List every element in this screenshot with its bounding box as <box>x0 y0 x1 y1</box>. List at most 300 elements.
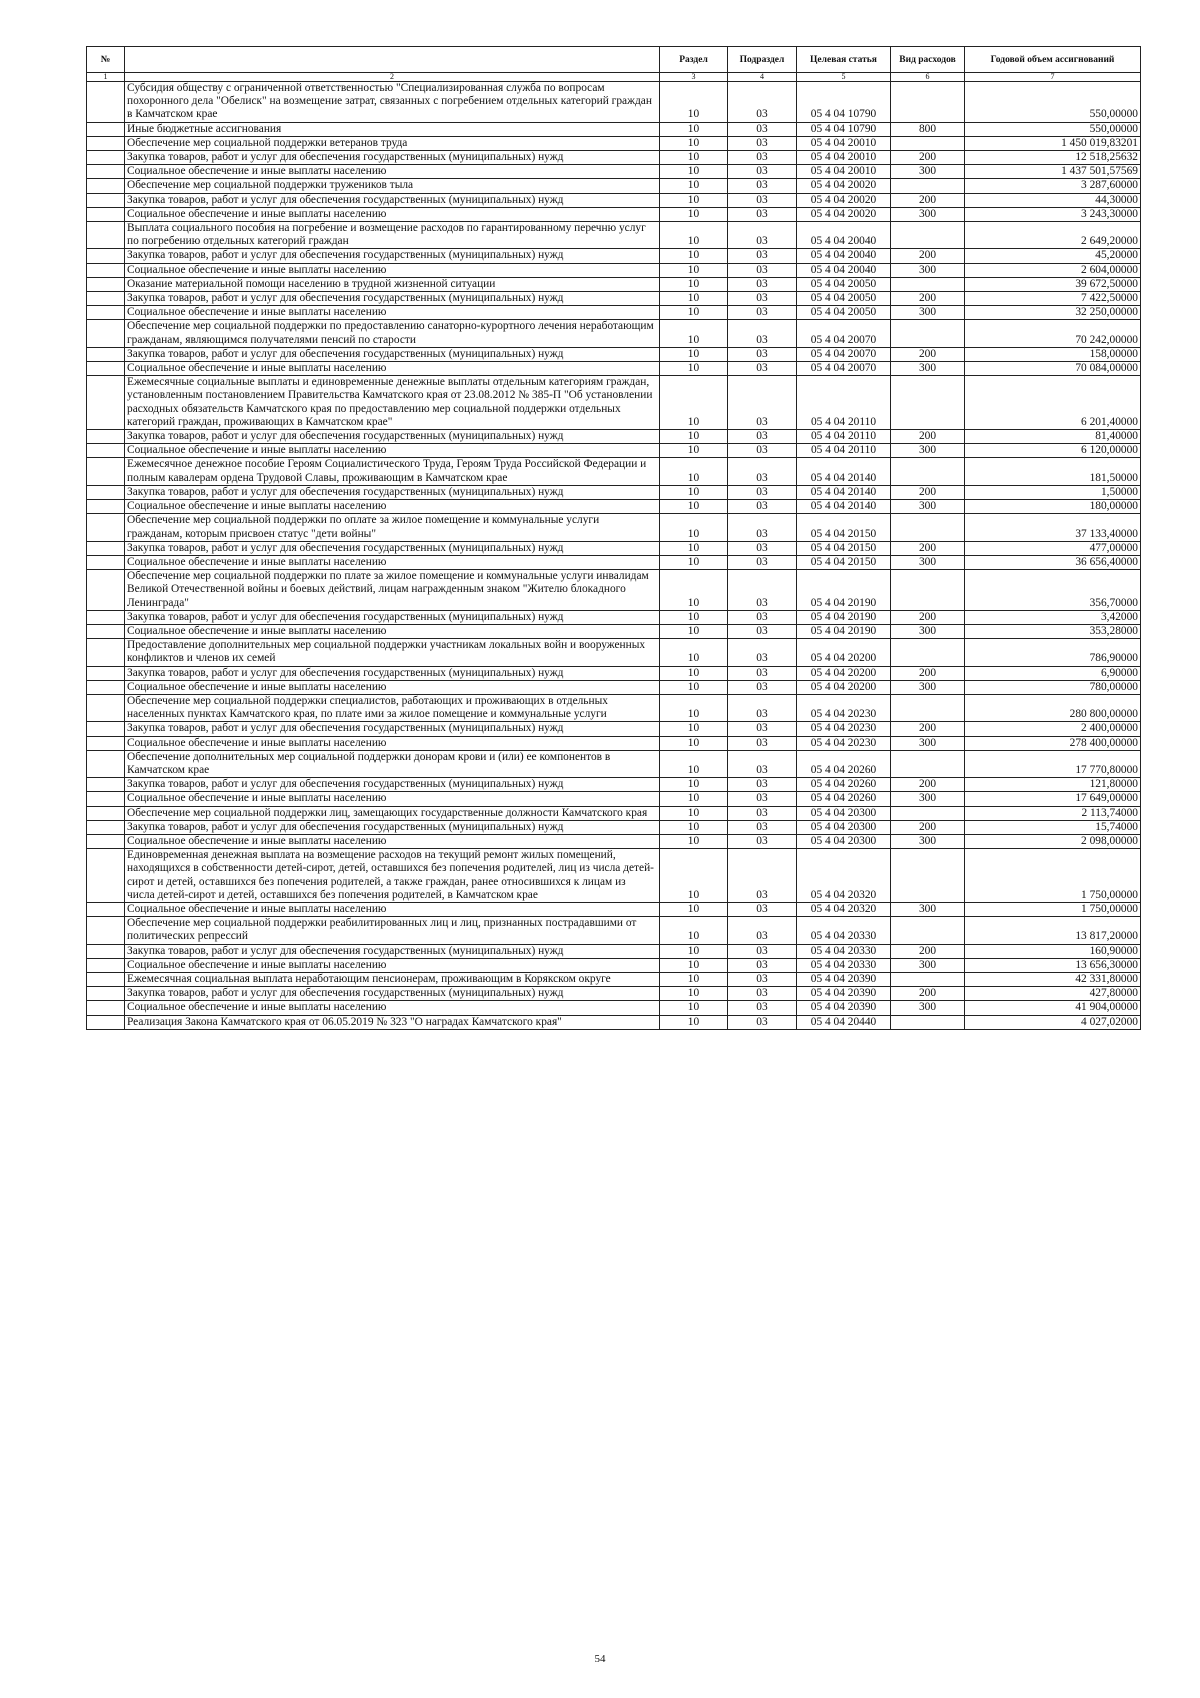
row-target: 05 4 04 10790 <box>797 122 891 136</box>
row-podrazdel: 03 <box>728 249 797 263</box>
row-razdel: 10 <box>660 376 728 430</box>
row-vid: 300 <box>891 165 965 179</box>
row-name: Социальное обеспечение и иные выплаты населению <box>125 444 660 458</box>
table-row <box>87 292 1141 306</box>
row-amount: 1 437 501,57569 <box>965 165 1141 179</box>
row-target: 05 4 04 20190 <box>797 570 891 611</box>
row-podrazdel: 03 <box>728 207 797 221</box>
row-number <box>87 750 125 777</box>
row-number <box>87 249 125 263</box>
row-vid: 300 <box>891 500 965 514</box>
row-number <box>87 136 125 150</box>
row-podrazdel: 03 <box>728 458 797 485</box>
row-vid: 300 <box>891 958 965 972</box>
row-amount: 6 120,00000 <box>965 444 1141 458</box>
row-podrazdel: 03 <box>728 624 797 638</box>
row-vid: 200 <box>891 944 965 958</box>
row-name: Закупка товаров, работ и услуг для обеспечения государственных (муниципальных) нужд <box>125 722 660 736</box>
table-row <box>87 694 1141 721</box>
row-amount: 81,40000 <box>965 430 1141 444</box>
row-podrazdel: 03 <box>728 820 797 834</box>
row-number <box>87 306 125 320</box>
row-number <box>87 82 125 123</box>
row-vid: 300 <box>891 834 965 848</box>
row-name: Реализация Закона Камчатского края от 06.05.2019 № 323 "О наградах Камчатского края" <box>125 1015 660 1029</box>
row-razdel: 10 <box>660 444 728 458</box>
row-podrazdel: 03 <box>728 193 797 207</box>
table-row <box>87 306 1141 320</box>
row-amount: 550,00000 <box>965 122 1141 136</box>
row-target: 05 4 04 20110 <box>797 444 891 458</box>
header-row <box>87 47 1141 73</box>
row-razdel: 10 <box>660 570 728 611</box>
row-target: 05 4 04 20150 <box>797 555 891 569</box>
row-razdel: 10 <box>660 263 728 277</box>
row-podrazdel: 03 <box>728 958 797 972</box>
row-name: Обеспечение мер социальной поддержки по плате за жилое помещение и коммунальные услуги инвалидам Великой Отечественной войны и боевых действий, лицам награжденным знаком "Жителю блокадного Ленинграда" <box>125 570 660 611</box>
row-podrazdel: 03 <box>728 430 797 444</box>
row-podrazdel: 03 <box>728 722 797 736</box>
row-vid: 300 <box>891 444 965 458</box>
row-amount: 7 422,50000 <box>965 292 1141 306</box>
row-target: 05 4 04 20390 <box>797 987 891 1001</box>
row-number <box>87 458 125 485</box>
row-name: Социальное обеспечение и иные выплаты населению <box>125 263 660 277</box>
row-number <box>87 610 125 624</box>
row-number <box>87 680 125 694</box>
row-number <box>87 736 125 750</box>
table-row <box>87 347 1141 361</box>
table-row <box>87 165 1141 179</box>
row-vid: 200 <box>891 666 965 680</box>
row-name: Обеспечение мер социальной поддержки реабилитированных лиц и лиц, признанных пострадавшими от политических репрессий <box>125 917 660 944</box>
row-name: Социальное обеспечение и иные выплаты населению <box>125 165 660 179</box>
row-razdel: 10 <box>660 151 728 165</box>
row-razdel: 10 <box>660 136 728 150</box>
row-razdel: 10 <box>660 902 728 916</box>
row-amount: 6 201,40000 <box>965 376 1141 430</box>
row-amount: 17 770,80000 <box>965 750 1141 777</box>
table-row <box>87 500 1141 514</box>
table-row <box>87 902 1141 916</box>
row-name: Предоставление дополнительных мер социальной поддержки участникам локальных войн и вооруженных конфликтов и членов их семей <box>125 639 660 666</box>
row-razdel: 10 <box>660 973 728 987</box>
table-row <box>87 849 1141 903</box>
row-amount: 278 400,00000 <box>965 736 1141 750</box>
table-row <box>87 430 1141 444</box>
row-target: 05 4 04 10790 <box>797 82 891 123</box>
row-vid: 300 <box>891 792 965 806</box>
row-podrazdel: 03 <box>728 136 797 150</box>
row-name: Социальное обеспечение и иные выплаты населению <box>125 555 660 569</box>
row-number <box>87 944 125 958</box>
row-podrazdel: 03 <box>728 514 797 541</box>
row-razdel: 10 <box>660 778 728 792</box>
table-row <box>87 514 1141 541</box>
row-podrazdel: 03 <box>728 973 797 987</box>
row-razdel: 10 <box>660 179 728 193</box>
row-name: Выплата социального пособия на погребение и возмещение расходов по гарантированному перечню услуг по погребению отдельных категорий граждан <box>125 222 660 249</box>
row-target: 05 4 04 20260 <box>797 792 891 806</box>
row-podrazdel: 03 <box>728 610 797 624</box>
row-podrazdel: 03 <box>728 750 797 777</box>
row-vid: 300 <box>891 263 965 277</box>
row-vid: 800 <box>891 122 965 136</box>
table-row <box>87 639 1141 666</box>
row-number <box>87 292 125 306</box>
row-target: 05 4 04 20190 <box>797 610 891 624</box>
row-target: 05 4 04 20010 <box>797 165 891 179</box>
row-name: Социальное обеспечение и иные выплаты населению <box>125 736 660 750</box>
row-podrazdel: 03 <box>728 222 797 249</box>
row-razdel: 10 <box>660 541 728 555</box>
row-amount: 356,70000 <box>965 570 1141 611</box>
row-target: 05 4 04 20070 <box>797 320 891 347</box>
row-target: 05 4 04 20200 <box>797 666 891 680</box>
column-number: 6 <box>891 73 965 82</box>
row-name: Ежемесячные социальные выплаты и единовременные денежные выплаты отдельным категориям граждан, установленным постановлением Правительства Камчатского края от 23.08.2012 № 385-П "Об установлении расходных обязательств Камчатского края по предоставлению мер социальной поддержки отдельных категорий граждан, проживающих в Камчатском крае" <box>125 376 660 430</box>
table-body <box>87 82 1141 1030</box>
row-target: 05 4 04 20230 <box>797 722 891 736</box>
row-target: 05 4 04 20110 <box>797 430 891 444</box>
table-row <box>87 570 1141 611</box>
row-vid: 200 <box>891 778 965 792</box>
row-podrazdel: 03 <box>728 485 797 499</box>
table-row <box>87 222 1141 249</box>
row-podrazdel: 03 <box>728 1015 797 1029</box>
row-amount: 280 800,00000 <box>965 694 1141 721</box>
row-vid: 200 <box>891 722 965 736</box>
row-vid <box>891 514 965 541</box>
row-name: Обеспечение мер социальной поддержки специалистов, работающих и проживающих в отдельных населенных пунктах Камчатского края, по плате ими за жилое помещение и коммунальные услуги <box>125 694 660 721</box>
row-podrazdel: 03 <box>728 122 797 136</box>
row-razdel: 10 <box>660 624 728 638</box>
row-number <box>87 639 125 666</box>
row-podrazdel: 03 <box>728 694 797 721</box>
table-row <box>87 666 1141 680</box>
row-name: Закупка товаров, работ и услуг для обеспечения государственных (муниципальных) нужд <box>125 820 660 834</box>
row-razdel: 10 <box>660 555 728 569</box>
row-vid: 300 <box>891 207 965 221</box>
row-target: 05 4 04 20230 <box>797 736 891 750</box>
row-name: Закупка товаров, работ и услуг для обеспечения государственных (муниципальных) нужд <box>125 430 660 444</box>
row-podrazdel: 03 <box>728 806 797 820</box>
row-number <box>87 694 125 721</box>
row-vid <box>891 376 965 430</box>
row-number <box>87 973 125 987</box>
row-razdel: 10 <box>660 917 728 944</box>
row-amount: 37 133,40000 <box>965 514 1141 541</box>
row-name: Оказание материальной помощи населению в трудной жизненной ситуации <box>125 277 660 291</box>
row-number <box>87 849 125 903</box>
row-name: Социальное обеспечение и иные выплаты населению <box>125 362 660 376</box>
row-target: 05 4 04 20200 <box>797 639 891 666</box>
row-amount: 3 287,60000 <box>965 179 1141 193</box>
row-number <box>87 792 125 806</box>
row-number <box>87 193 125 207</box>
row-target: 05 4 04 20010 <box>797 136 891 150</box>
table-row <box>87 750 1141 777</box>
row-number <box>87 179 125 193</box>
row-number <box>87 820 125 834</box>
row-target: 05 4 04 20020 <box>797 207 891 221</box>
column-number: 5 <box>797 73 891 82</box>
row-razdel: 10 <box>660 750 728 777</box>
row-podrazdel: 03 <box>728 376 797 430</box>
row-razdel: 10 <box>660 958 728 972</box>
row-target: 05 4 04 20140 <box>797 500 891 514</box>
row-target: 05 4 04 20110 <box>797 376 891 430</box>
row-podrazdel: 03 <box>728 151 797 165</box>
table-row <box>87 987 1141 1001</box>
row-number <box>87 806 125 820</box>
row-razdel: 10 <box>660 1015 728 1029</box>
table-row <box>87 610 1141 624</box>
row-name: Закупка товаров, работ и услуг для обеспечения государственных (муниципальных) нужд <box>125 249 660 263</box>
row-number <box>87 122 125 136</box>
row-razdel: 10 <box>660 610 728 624</box>
row-name: Ежемесячное денежное пособие Героям Социалистического Труда, Героям Труда Российской Федерации и полным кавалерам ордена Трудовой Славы, проживающим в Камчатском крае <box>125 458 660 485</box>
row-podrazdel: 03 <box>728 277 797 291</box>
table-row <box>87 362 1141 376</box>
row-number <box>87 541 125 555</box>
row-amount: 6,90000 <box>965 666 1141 680</box>
row-name: Закупка товаров, работ и услуг для обеспечения государственных (муниципальных) нужд <box>125 778 660 792</box>
row-name: Социальное обеспечение и иные выплаты населению <box>125 624 660 638</box>
budget-table <box>86 46 1141 1030</box>
row-vid: 300 <box>891 624 965 638</box>
row-amount: 41 904,00000 <box>965 1001 1141 1015</box>
row-vid: 300 <box>891 902 965 916</box>
row-target: 05 4 04 20020 <box>797 179 891 193</box>
row-name: Социальное обеспечение и иные выплаты населению <box>125 306 660 320</box>
header-target: Целевая статья <box>797 47 891 73</box>
row-number <box>87 778 125 792</box>
row-name: Обеспечение мер социальной поддержки ветеранов труда <box>125 136 660 150</box>
row-amount: 13 817,20000 <box>965 917 1141 944</box>
row-name: Закупка товаров, работ и услуг для обеспечения государственных (муниципальных) нужд <box>125 987 660 1001</box>
table-row <box>87 376 1141 430</box>
row-target: 05 4 04 20330 <box>797 917 891 944</box>
table-row <box>87 193 1141 207</box>
row-target: 05 4 04 20260 <box>797 778 891 792</box>
row-podrazdel: 03 <box>728 680 797 694</box>
row-name: Закупка товаров, работ и услуг для обеспечения государственных (муниципальных) нужд <box>125 193 660 207</box>
row-vid <box>891 458 965 485</box>
row-amount: 181,50000 <box>965 458 1141 485</box>
row-amount: 2 604,00000 <box>965 263 1141 277</box>
row-target: 05 4 04 20050 <box>797 306 891 320</box>
row-number <box>87 362 125 376</box>
row-vid: 200 <box>891 987 965 1001</box>
row-number <box>87 570 125 611</box>
row-razdel: 10 <box>660 514 728 541</box>
table-row <box>87 806 1141 820</box>
row-podrazdel: 03 <box>728 306 797 320</box>
table-row <box>87 778 1141 792</box>
row-vid: 300 <box>891 736 965 750</box>
row-target: 05 4 04 20050 <box>797 292 891 306</box>
row-number <box>87 151 125 165</box>
row-target: 05 4 04 20330 <box>797 944 891 958</box>
table-row <box>87 820 1141 834</box>
table-row <box>87 917 1141 944</box>
row-number <box>87 902 125 916</box>
row-number <box>87 834 125 848</box>
row-razdel: 10 <box>660 306 728 320</box>
row-name: Социальное обеспечение и иные выплаты населению <box>125 958 660 972</box>
row-amount: 12 518,25632 <box>965 151 1141 165</box>
row-number <box>87 987 125 1001</box>
row-target: 05 4 04 20300 <box>797 834 891 848</box>
table-row <box>87 722 1141 736</box>
table-row <box>87 179 1141 193</box>
table-row <box>87 151 1141 165</box>
row-target: 05 4 04 20200 <box>797 680 891 694</box>
row-razdel: 10 <box>660 806 728 820</box>
row-vid <box>891 806 965 820</box>
page-number: 54 <box>594 1653 606 1665</box>
row-razdel: 10 <box>660 277 728 291</box>
row-amount: 13 656,30000 <box>965 958 1141 972</box>
row-razdel: 10 <box>660 666 728 680</box>
column-number: 7 <box>965 73 1141 82</box>
row-target: 05 4 04 20440 <box>797 1015 891 1029</box>
row-name: Обеспечение мер социальной поддержки по оплате за жилое помещение и коммунальные услуги гражданам, которым присвоен статус "дети войны" <box>125 514 660 541</box>
row-target: 05 4 04 20070 <box>797 347 891 361</box>
header-number: № <box>87 47 125 73</box>
header-podrazdel: Подраздел <box>728 47 797 73</box>
row-number <box>87 722 125 736</box>
row-amount: 121,80000 <box>965 778 1141 792</box>
table-header <box>87 47 1141 82</box>
row-razdel: 10 <box>660 987 728 1001</box>
row-name: Обеспечение мер социальной поддержки по предоставлению санаторно-курортного лечения неработающим гражданам, являющимся получателями пенсий по старости <box>125 320 660 347</box>
row-vid: 200 <box>891 430 965 444</box>
table-row <box>87 1015 1141 1029</box>
row-number <box>87 1015 125 1029</box>
row-vid: 300 <box>891 306 965 320</box>
row-razdel: 10 <box>660 834 728 848</box>
row-target: 05 4 04 20040 <box>797 249 891 263</box>
row-target: 05 4 04 20320 <box>797 902 891 916</box>
table-row <box>87 122 1141 136</box>
row-vid: 200 <box>891 820 965 834</box>
row-vid <box>891 694 965 721</box>
row-number <box>87 917 125 944</box>
row-vid <box>891 82 965 123</box>
row-podrazdel: 03 <box>728 541 797 555</box>
row-amount: 2 113,74000 <box>965 806 1141 820</box>
row-target: 05 4 04 20010 <box>797 151 891 165</box>
row-razdel: 10 <box>660 347 728 361</box>
row-target: 05 4 04 20230 <box>797 694 891 721</box>
table-row <box>87 263 1141 277</box>
row-razdel: 10 <box>660 722 728 736</box>
row-number <box>87 207 125 221</box>
row-razdel: 10 <box>660 458 728 485</box>
row-target: 05 4 04 20040 <box>797 222 891 249</box>
row-amount: 44,30000 <box>965 193 1141 207</box>
row-amount: 1 750,00000 <box>965 849 1141 903</box>
row-name: Социальное обеспечение и иные выплаты населению <box>125 902 660 916</box>
row-amount: 3,42000 <box>965 610 1141 624</box>
row-vid: 200 <box>891 485 965 499</box>
table-row <box>87 958 1141 972</box>
table-row <box>87 1001 1141 1015</box>
row-name: Закупка товаров, работ и услуг для обеспечения государственных (муниципальных) нужд <box>125 485 660 499</box>
row-number <box>87 347 125 361</box>
column-number: 1 <box>87 73 125 82</box>
table-row <box>87 249 1141 263</box>
row-number <box>87 376 125 430</box>
row-podrazdel: 03 <box>728 444 797 458</box>
row-name: Единовременная денежная выплата на возмещение расходов на текущий ремонт жилых помещений, находящихся в собственности детей-сирот, детей, оставшихся без попечения родителей, лиц из числа детей-сирот и детей, оставшихся без попечения родителей, а также граждан, ранее относившихся к лицам из числа детей-сирот и детей, оставшихся без попечения родителей, в Камчатском крае <box>125 849 660 903</box>
row-razdel: 10 <box>660 680 728 694</box>
row-name: Обеспечение мер социальной поддержки лиц, замещающих государственные должности Камчатского края <box>125 806 660 820</box>
row-amount: 427,80000 <box>965 987 1141 1001</box>
row-podrazdel: 03 <box>728 902 797 916</box>
table-row <box>87 277 1141 291</box>
row-razdel: 10 <box>660 292 728 306</box>
row-target: 05 4 04 20070 <box>797 362 891 376</box>
row-razdel: 10 <box>660 207 728 221</box>
row-number <box>87 624 125 638</box>
row-name: Закупка товаров, работ и услуг для обеспечения государственных (муниципальных) нужд <box>125 151 660 165</box>
row-number <box>87 555 125 569</box>
header-amount: Годовой объем ассигнований <box>965 47 1141 73</box>
row-name: Субсидия обществу с ограниченной ответственностью "Специализированная служба по вопросам похоронного дела "Обелиск" на возмещение затрат, связанных с погребением отдельных категорий граждан в Камчатском крае <box>125 82 660 123</box>
row-podrazdel: 03 <box>728 263 797 277</box>
table-row <box>87 458 1141 485</box>
row-podrazdel: 03 <box>728 792 797 806</box>
column-number: 3 <box>660 73 728 82</box>
row-name: Закупка товаров, работ и услуг для обеспечения государственных (муниципальных) нужд <box>125 541 660 555</box>
row-amount: 15,74000 <box>965 820 1141 834</box>
row-amount: 160,90000 <box>965 944 1141 958</box>
column-number: 4 <box>728 73 797 82</box>
header-razdel: Раздел <box>660 47 728 73</box>
row-razdel: 10 <box>660 362 728 376</box>
row-target: 05 4 04 20300 <box>797 820 891 834</box>
row-podrazdel: 03 <box>728 570 797 611</box>
row-razdel: 10 <box>660 193 728 207</box>
row-target: 05 4 04 20050 <box>797 277 891 291</box>
row-target: 05 4 04 20320 <box>797 849 891 903</box>
row-vid <box>891 750 965 777</box>
row-name: Социальное обеспечение и иные выплаты населению <box>125 1001 660 1015</box>
table-row <box>87 82 1141 123</box>
document-sheet <box>86 46 1140 1030</box>
row-amount: 42 331,80000 <box>965 973 1141 987</box>
row-vid: 200 <box>891 610 965 624</box>
row-number <box>87 958 125 972</box>
row-number <box>87 666 125 680</box>
row-vid: 200 <box>891 541 965 555</box>
row-amount: 550,00000 <box>965 82 1141 123</box>
row-amount: 32 250,00000 <box>965 306 1141 320</box>
table-row <box>87 485 1141 499</box>
row-podrazdel: 03 <box>728 834 797 848</box>
row-target: 05 4 04 20140 <box>797 485 891 499</box>
row-amount: 45,20000 <box>965 249 1141 263</box>
row-amount: 36 656,40000 <box>965 555 1141 569</box>
row-vid <box>891 639 965 666</box>
row-amount: 477,00000 <box>965 541 1141 555</box>
row-name: Обеспечение мер социальной поддержки тружеников тыла <box>125 179 660 193</box>
row-amount: 1 750,00000 <box>965 902 1141 916</box>
row-target: 05 4 04 20300 <box>797 806 891 820</box>
